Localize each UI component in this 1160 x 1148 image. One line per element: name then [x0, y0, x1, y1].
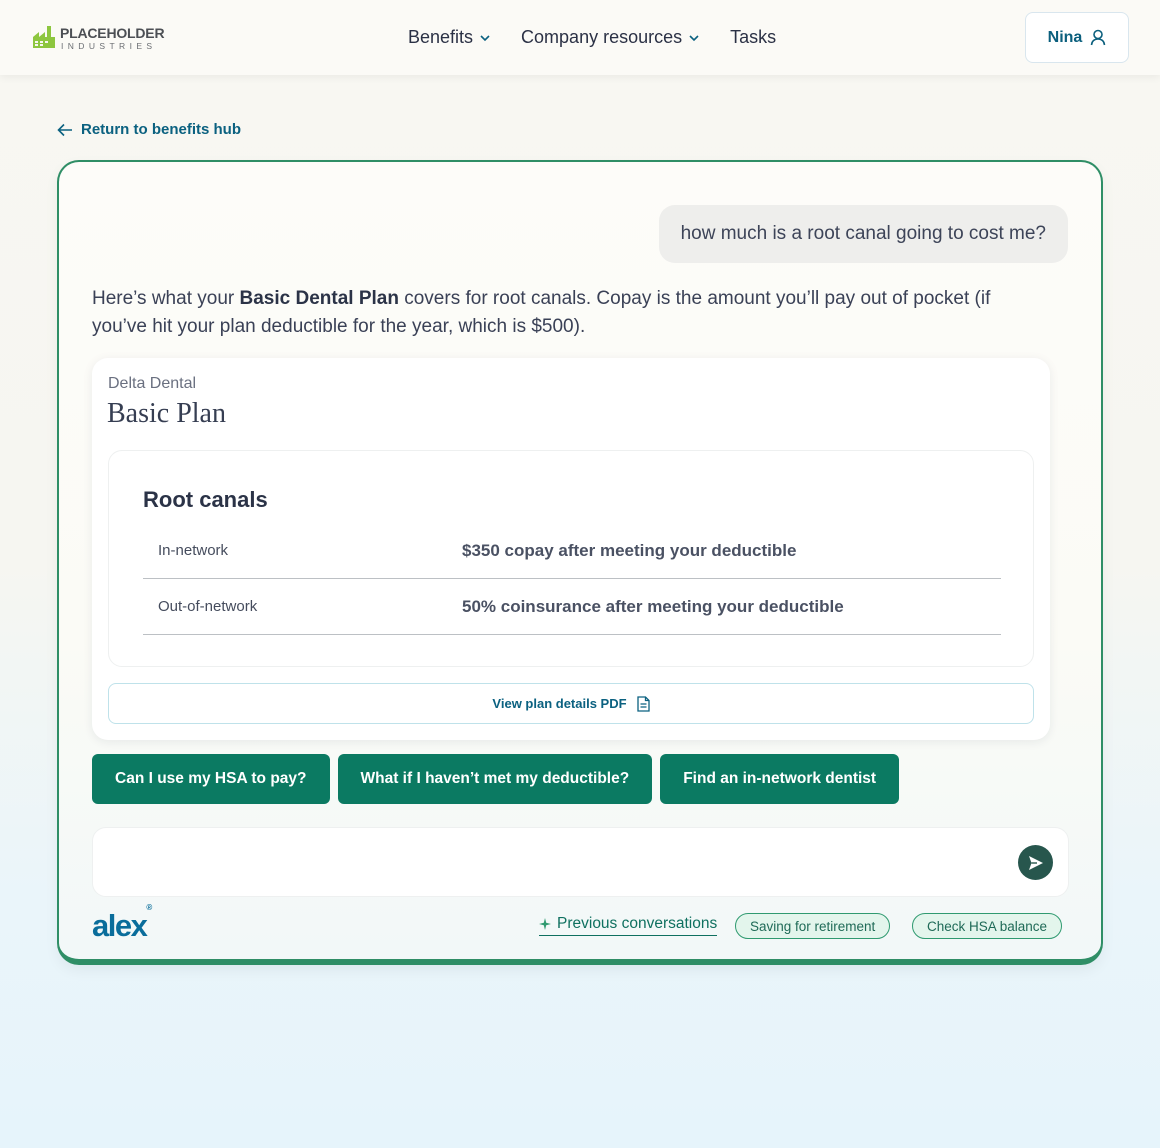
- coverage-title: Root canals: [143, 487, 268, 512]
- coverage-label: In-network: [158, 542, 229, 559]
- assistant-message-body: covers for root canals. Copay is the amount you’ll pay out of pocket (if you’ve hit your plan deductible for the year, which is $500).: [92, 288, 991, 337]
- plan-card: [92, 358, 1050, 740]
- alex-registered-mark: ®: [146, 902, 153, 912]
- suggestion-hsa-button[interactable]: Can I use my HSA to pay?: [92, 754, 330, 804]
- nav-company-resources[interactable]: [521, 27, 700, 48]
- assistant-message-intro: Here’s what your: [92, 288, 240, 309]
- suggestion-find-dentist-button[interactable]: Find an in-network dentist: [660, 754, 899, 804]
- coverage-value: $350 copay after meeting your deductible: [462, 541, 797, 560]
- nav-tasks[interactable]: [730, 27, 776, 48]
- coverage-table: [143, 523, 1001, 635]
- previous-conversations-label: Previous conversations: [557, 915, 718, 932]
- suggestion-buttons: [92, 754, 907, 804]
- previous-conversations-link[interactable]: [539, 915, 717, 936]
- chip-check-hsa-balance[interactable]: Check HSA balance: [912, 913, 1062, 939]
- chat-footer: [92, 902, 1069, 944]
- nav-benefits-label: Benefits: [408, 27, 474, 47]
- top-header: [0, 0, 1160, 75]
- sparkle-icon: [539, 918, 551, 930]
- user-name: Nina: [1047, 28, 1083, 46]
- chevron-down-icon: [688, 32, 700, 44]
- assistant-message-plan: Basic Dental Plan: [239, 288, 399, 309]
- chip-saving-for-retirement[interactable]: Saving for retirement: [735, 913, 890, 939]
- assistant-message: [92, 285, 1012, 341]
- pdf-button-label: View plan details PDF: [492, 696, 627, 711]
- coverage-row: [143, 523, 1001, 579]
- coverage-label: Out-of-network: [158, 598, 258, 615]
- factory-logo-icon: [31, 24, 57, 50]
- user-icon: [1090, 29, 1106, 46]
- arrow-left-icon: [57, 123, 73, 137]
- view-plan-pdf-button[interactable]: [108, 683, 1034, 724]
- main-nav: [408, 27, 806, 48]
- chat-input-box: [92, 827, 1069, 897]
- suggestion-deductible-button[interactable]: What if I haven’t met my deductible?: [338, 754, 653, 804]
- nav-tasks-label: Tasks: [730, 27, 777, 47]
- return-to-benefits-link[interactable]: [57, 121, 241, 138]
- nav-benefits[interactable]: [408, 27, 491, 48]
- return-link-label: Return to benefits hub: [81, 121, 241, 138]
- document-icon: [637, 696, 650, 712]
- send-button[interactable]: [1018, 845, 1053, 880]
- plan-provider: Delta Dental: [108, 375, 197, 392]
- chat-panel: [57, 160, 1103, 965]
- plan-name: Basic Plan: [107, 398, 226, 429]
- alex-logo: [92, 902, 153, 944]
- nav-company-resources-label: Company resources: [521, 27, 683, 47]
- coverage-box: [108, 450, 1034, 667]
- coverage-row: [143, 579, 1001, 635]
- user-message-bubble: how much is a root canal going to cost me?: [659, 205, 1068, 263]
- send-icon: [1027, 854, 1045, 872]
- coverage-value: 50% coinsurance after meeting your deductible: [462, 597, 844, 616]
- logo-text-secondary: INDUSTRIES: [61, 41, 157, 51]
- alex-logo-text: alex: [92, 908, 147, 943]
- company-logo[interactable]: [31, 24, 171, 54]
- user-account-button[interactable]: [1025, 12, 1129, 63]
- logo-text-primary: PLACEHOLDER: [60, 25, 165, 41]
- chevron-down-icon: [479, 32, 491, 44]
- chat-input[interactable]: [113, 848, 993, 878]
